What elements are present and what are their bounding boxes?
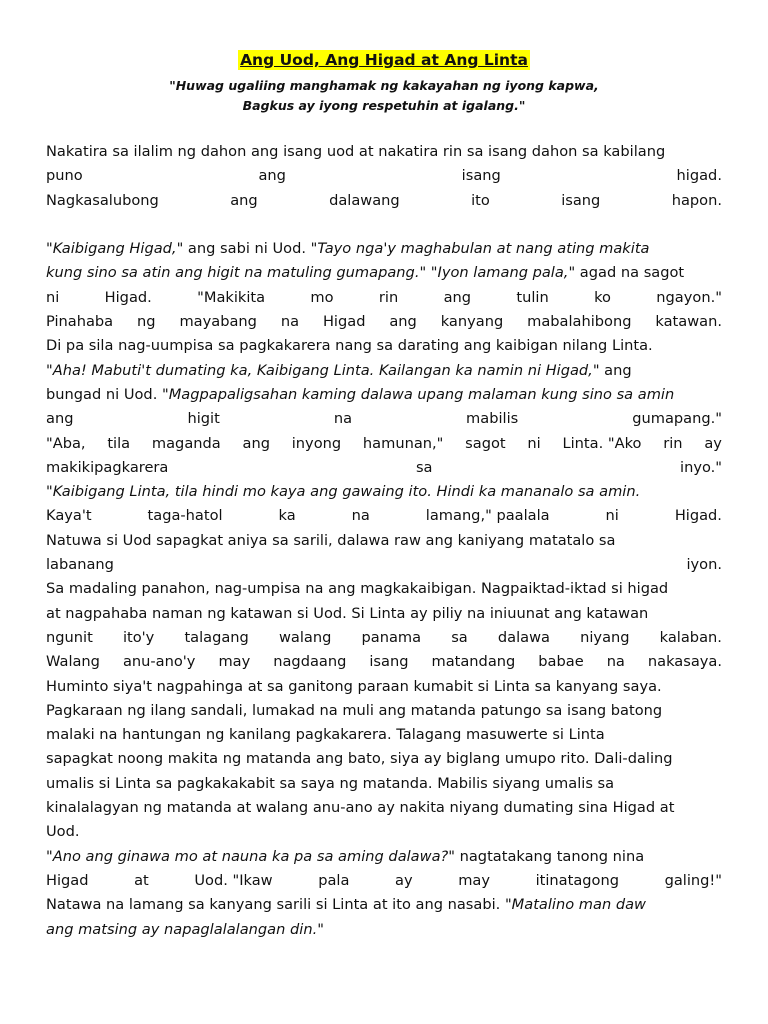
text-word: walang xyxy=(278,628,332,646)
text-line xyxy=(46,553,722,577)
text-word: Nagkasalubong xyxy=(46,191,159,209)
text-word: babae xyxy=(538,653,584,671)
text-word: at xyxy=(134,871,149,889)
text-word: higit xyxy=(187,410,220,428)
text-word: ay xyxy=(395,871,413,889)
text-word: isang xyxy=(369,653,409,671)
text-segment: "Kaibigang Higad, xyxy=(46,240,177,258)
text-word: "Makikita xyxy=(197,288,266,306)
text-segment: Matalino man daw xyxy=(511,896,646,914)
text-line: "Kaibigang Linta, tila hindi mo kaya ang gawaing ito. Hindi ka mananalo sa amin. xyxy=(46,483,641,501)
text-word: anu-ano'y xyxy=(122,653,196,671)
text-line xyxy=(46,164,722,188)
text-word: pala xyxy=(318,871,350,889)
text-word: ay xyxy=(704,434,722,452)
text-line: kinalalagyan ng matanda at walang anu-ano ay nakita niyang dumating sina Higad at xyxy=(46,799,675,817)
text-segment: " nagtatakang tanong nina xyxy=(448,847,645,865)
text-line xyxy=(46,650,722,674)
text-segment: Iyon lamang pala, xyxy=(437,264,569,282)
text-line xyxy=(46,456,722,480)
text-word: nagdaang xyxy=(273,653,347,671)
text-word: mabilis xyxy=(466,410,519,428)
text-word: kanyang xyxy=(440,313,504,331)
text-word: ang xyxy=(230,191,258,209)
epigraph-line: Bagkus ay iyong respetuhin at igalang." xyxy=(242,98,526,113)
text-line xyxy=(46,261,722,285)
text-word: na xyxy=(351,507,370,525)
text-word: ito'y xyxy=(122,628,155,646)
text-segment: " ang sabi ni Uod. " xyxy=(176,240,318,258)
text-segment: " " xyxy=(419,264,438,282)
text-segment: " ang xyxy=(592,361,632,379)
text-word: lamang," paalala xyxy=(425,507,550,525)
text-word: inyong xyxy=(291,434,342,452)
text-word: kalaban. xyxy=(659,628,722,646)
text-line xyxy=(46,432,722,456)
text-word: gumapang." xyxy=(632,410,722,428)
text-word: tulin xyxy=(516,288,549,306)
text-word: inyo." xyxy=(680,458,722,476)
text-line xyxy=(46,310,722,334)
text-word: may xyxy=(218,653,251,671)
text-word: Higad. xyxy=(104,288,152,306)
text-line: Di pa sila nag-uumpisa sa pagkakarera nang sa darating ang kaibigan nilang Linta. xyxy=(46,337,653,355)
text-line: malaki na hantungan ng kanilang pagkakarera. Talagang masuwerte si Linta xyxy=(46,726,605,744)
text-segment: Natawa na lamang sa kanyang sarili si Linta at ito ang nasabi. " xyxy=(46,896,512,914)
text-line: Pagkaraan ng ilang sandali, lumakad na muli ang matanda patungo sa isang batong xyxy=(46,701,663,719)
text-line xyxy=(46,504,722,528)
text-word: hamunan," xyxy=(362,434,444,452)
text-line: ang matsing ay napaglalalangan din." xyxy=(46,920,324,938)
text-word: iyon. xyxy=(686,556,722,574)
text-word: ang xyxy=(389,313,417,331)
text-word: Kaya't xyxy=(46,507,92,525)
text-segment: bungad ni Uod. " xyxy=(46,385,169,403)
text-line: Sa madaling panahon, nag-umpisa na ang magkakaibigan. Nagpaiktad-iktad si higad xyxy=(46,580,669,598)
text-word: dalawang xyxy=(329,191,400,209)
text-word: matandang xyxy=(431,653,516,671)
text-word: Pinahaba xyxy=(46,313,114,331)
text-word: niyang xyxy=(580,628,630,646)
text-word: mabalahibong xyxy=(527,313,632,331)
text-word: Higad xyxy=(46,871,89,889)
text-segment: kung sino sa atin ang higit na matuling gumapang. xyxy=(46,264,420,282)
text-segment: " agad na sagot xyxy=(568,264,685,282)
text-word: makikipagkarera xyxy=(46,458,169,476)
text-line xyxy=(46,359,722,383)
text-word: puno xyxy=(46,167,83,185)
text-word: Higad. xyxy=(674,507,722,525)
text-word: ang xyxy=(242,434,270,452)
text-word: ni xyxy=(527,434,541,452)
epigraph-line: "Huwag ugaliing manghamak ng kakayahan ng iyong kapwa, xyxy=(169,78,599,93)
text-word: maganda xyxy=(151,434,221,452)
text-line: Huminto siya't nagpahinga at sa ganitong paraan kumabit si Linta sa kanyang saya. xyxy=(46,677,662,695)
text-line xyxy=(46,383,722,407)
text-word: na xyxy=(333,410,353,428)
text-word: nakasaya. xyxy=(647,653,722,671)
text-segment: Magpapaligsahan kaming dalawa upang malaman kung sino sa amin xyxy=(168,385,675,403)
text-word: labanang xyxy=(46,556,114,574)
text-word: isang xyxy=(561,191,601,209)
text-word: rin xyxy=(663,434,683,452)
text-word: ito xyxy=(471,191,490,209)
text-line: Uod. xyxy=(46,823,80,841)
text-line xyxy=(46,893,722,917)
text-word: ngayon." xyxy=(656,288,722,306)
text-word: "Aba, xyxy=(46,434,86,452)
text-word: Walang xyxy=(46,653,100,671)
text-segment: "Ano ang ginawa mo at nauna ka pa sa aming dalawa? xyxy=(46,847,449,865)
text-segment: "Aha! Mabuti't dumating ka, Kaibigang Linta. Kailangan ka namin ni Higad, xyxy=(46,361,593,379)
text-word: ang xyxy=(258,167,286,185)
text-line: Nakatira sa ilalim ng dahon ang isang uod at nakatira rin sa isang dahon sa kabilang xyxy=(46,143,666,160)
document-title: Ang Uod, Ang Higad at Ang Linta xyxy=(240,51,528,69)
title-container xyxy=(0,50,768,70)
text-word: na xyxy=(606,653,625,671)
text-word: isang xyxy=(461,167,501,185)
text-line: umalis si Linta sa pagkakakabit sa saya ng matanda. Mabilis siyang umalis sa xyxy=(46,774,615,792)
text-line xyxy=(46,845,722,869)
text-word: sa xyxy=(451,628,468,646)
text-word: hapon. xyxy=(671,191,722,209)
text-line xyxy=(46,869,722,893)
text-word: mayabang xyxy=(179,313,257,331)
text-word: sagot xyxy=(465,434,506,452)
text-word: dalawa xyxy=(497,628,550,646)
story-body xyxy=(46,140,722,942)
text-word: tila xyxy=(107,434,131,452)
blank-line xyxy=(46,213,722,237)
text-word: ni xyxy=(605,507,619,525)
text-word: panama xyxy=(361,628,422,646)
text-line xyxy=(46,189,722,213)
text-word: rin xyxy=(378,288,399,306)
text-word: ni xyxy=(46,288,60,306)
text-line xyxy=(46,626,722,650)
text-word: ang xyxy=(443,288,472,306)
text-word: taga-hatol xyxy=(147,507,223,525)
text-word: sa xyxy=(415,458,433,476)
text-line xyxy=(46,286,722,310)
text-word: itinatagong xyxy=(535,871,619,889)
text-word: mo xyxy=(310,288,334,306)
text-word: ang xyxy=(46,410,74,428)
text-segment: Tayo nga'y maghabulan at nang ating makita xyxy=(317,240,650,258)
text-word: ngunit xyxy=(46,628,93,646)
text-word: ko xyxy=(594,288,611,306)
text-word: katawan. xyxy=(655,313,722,331)
text-word: may xyxy=(458,871,490,889)
text-word: ka xyxy=(278,507,296,525)
text-line xyxy=(46,407,722,431)
text-word: galing!" xyxy=(664,871,722,889)
text-line: Natuwa si Uod sapagkat aniya sa sarili, dalawa raw ang kaniyang matatalo sa xyxy=(46,531,616,549)
text-line xyxy=(46,237,722,261)
text-line: sapagkat noong makita ng matanda ang bato, siya ay biglang umupo rito. Dali-daling xyxy=(46,750,673,768)
text-word: Uod. "Ikaw xyxy=(194,871,273,889)
text-line: at nagpahaba naman ng katawan si Uod. Si Linta ay piliy na iniuunat ang katawan xyxy=(46,604,649,622)
text-word: ng xyxy=(137,313,156,331)
text-word: talagang xyxy=(184,628,249,646)
text-word: Higad xyxy=(322,313,366,331)
text-word: higad. xyxy=(676,167,722,185)
text-word: na xyxy=(280,313,300,331)
epigraph xyxy=(0,76,768,116)
text-word: Linta. "Ako xyxy=(562,434,642,452)
